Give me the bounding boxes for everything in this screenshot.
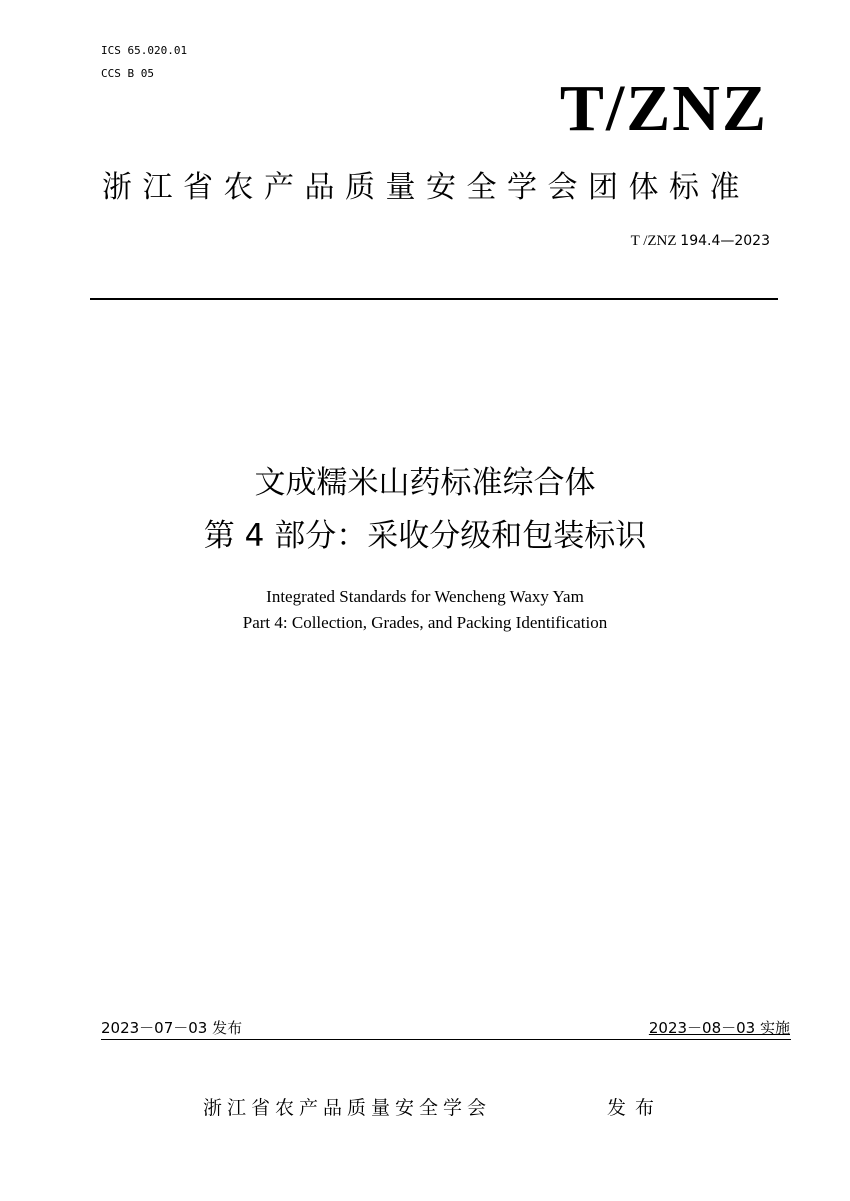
title-en-line1: Integrated Standards for Wencheng Waxy Yam <box>266 587 584 606</box>
standard-number-value: 194.4—2023 <box>680 233 770 249</box>
date-divider <box>101 1039 791 1040</box>
publisher-name: 浙江省农产品质量安全学会 <box>203 1097 492 1119</box>
title-en-line2: Part 4: Collection, Grades, and Packing Identification <box>242 613 608 632</box>
effective-date: 2023－08－03 实施 <box>648 1019 790 1037</box>
standard-number <box>631 232 770 250</box>
title-zh-line2: 第 4 部分：采收分级和包装标识 <box>203 518 647 554</box>
header-divider <box>90 298 778 300</box>
publish-date: 2023－07－03 发布 <box>101 1019 243 1037</box>
ics-code: ICS 65.020.01 <box>101 44 188 57</box>
standard-brand-code: T/ZNZ <box>559 72 768 145</box>
organization-standard-title: 浙江省农产品质量安全学会团体标准 <box>102 170 750 205</box>
title-zh-line1: 文成糯米山药标准综合体 <box>254 465 596 501</box>
publish-label: 发布 <box>607 1097 664 1119</box>
ccs-code: CCS B 05 <box>101 67 154 80</box>
standard-number-prefix: T /ZNZ <box>630 233 677 249</box>
